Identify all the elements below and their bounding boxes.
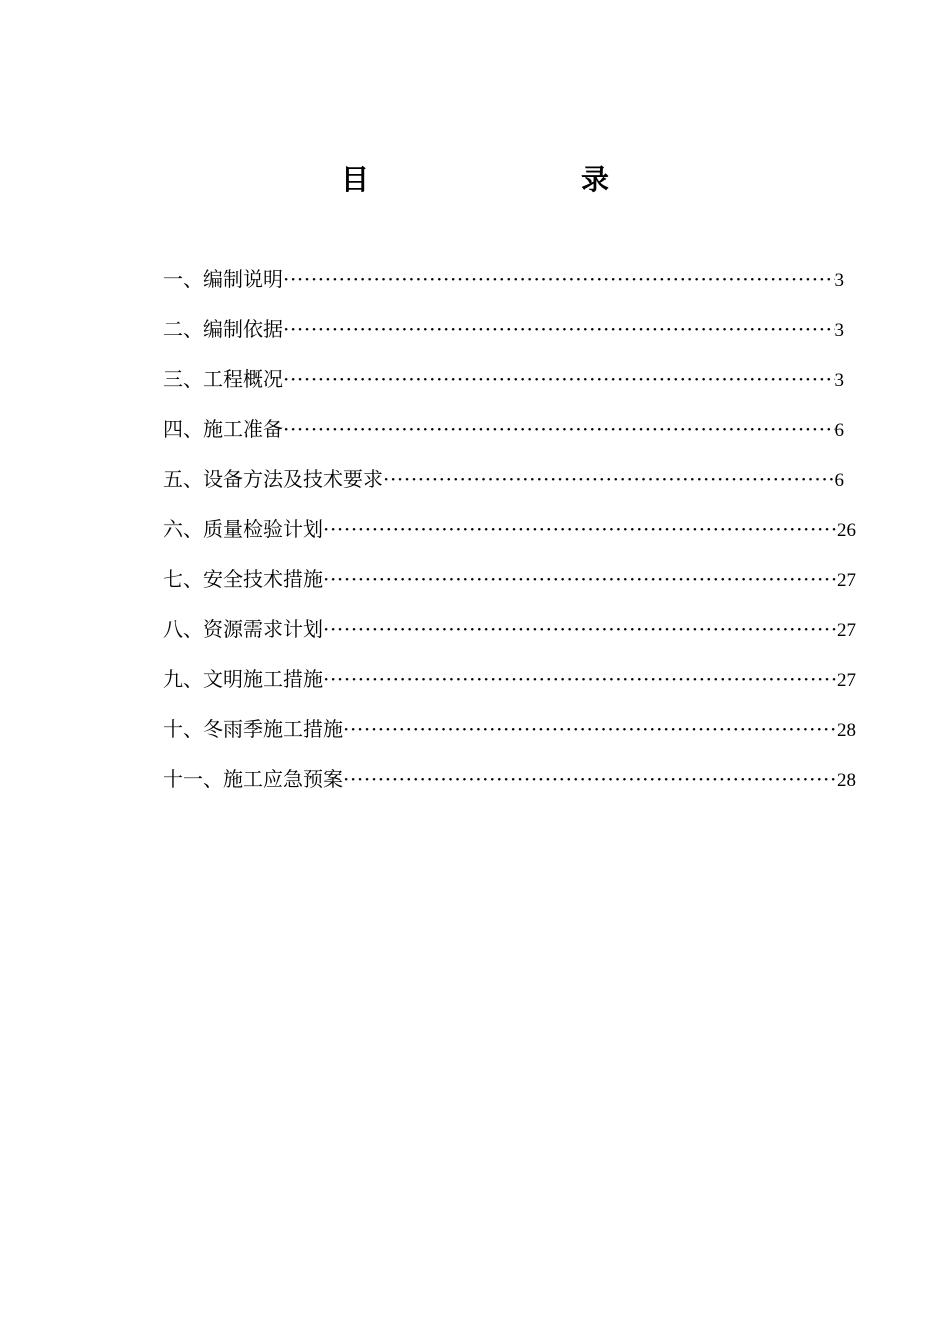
toc-entry-page: 3 bbox=[834, 270, 844, 291]
toc-dot-leader bbox=[283, 362, 835, 396]
toc-dot-leader bbox=[323, 662, 837, 696]
toc-entry-label: 一、编制说明 bbox=[163, 267, 283, 291]
toc-entry-label: 四、施工准备 bbox=[163, 417, 283, 441]
toc-entry[interactable] bbox=[163, 362, 856, 412]
toc-entry-label: 七、安全技术措施 bbox=[163, 567, 323, 591]
toc-entry-label: 二、编制依据 bbox=[163, 317, 283, 341]
toc-entry[interactable] bbox=[163, 412, 856, 462]
toc-entry-page: 28 bbox=[837, 770, 856, 791]
toc-dot-leader bbox=[323, 512, 837, 546]
toc-entry-label: 十一、施工应急预案 bbox=[163, 767, 343, 791]
toc-entry-page: 28 bbox=[837, 720, 856, 741]
toc-entry-page: 27 bbox=[837, 620, 856, 641]
toc-entry-page: 3 bbox=[834, 320, 844, 341]
toc-entry-page: 26 bbox=[837, 520, 856, 541]
toc-dot-leader bbox=[283, 312, 835, 346]
toc-dot-leader bbox=[343, 712, 837, 746]
toc-entry[interactable] bbox=[163, 562, 856, 612]
toc-entry[interactable] bbox=[163, 512, 856, 562]
toc-dot-leader bbox=[283, 412, 835, 446]
toc-dot-leader bbox=[323, 562, 837, 596]
toc-dot-leader bbox=[283, 262, 835, 296]
toc-entry[interactable] bbox=[163, 712, 856, 762]
toc-dot-leader bbox=[383, 462, 835, 496]
toc-entry-page: 3 bbox=[834, 370, 844, 391]
toc-entry-label: 九、文明施工措施 bbox=[163, 667, 323, 691]
toc-entry-page: 6 bbox=[834, 420, 844, 441]
toc-dot-leader bbox=[343, 762, 837, 796]
toc-entry-label: 八、资源需求计划 bbox=[163, 617, 323, 641]
toc-entry-label: 三、工程概况 bbox=[163, 367, 283, 391]
toc-entry-label: 六、质量检验计划 bbox=[163, 517, 323, 541]
toc-entry[interactable] bbox=[163, 612, 856, 662]
toc-entry-page: 27 bbox=[837, 670, 856, 691]
toc-dot-leader bbox=[323, 612, 837, 646]
page-title: 目 录 bbox=[340, 163, 661, 196]
toc-entry[interactable] bbox=[163, 312, 856, 362]
toc-entry[interactable] bbox=[163, 462, 856, 512]
toc-entry-page: 27 bbox=[837, 570, 856, 591]
toc-entry-page: 6 bbox=[834, 470, 844, 491]
toc-entry-label: 十、冬雨季施工措施 bbox=[163, 717, 343, 741]
table-of-contents bbox=[163, 262, 856, 812]
toc-entry[interactable] bbox=[163, 262, 856, 312]
toc-entry-label: 五、设备方法及技术要求 bbox=[163, 467, 383, 491]
toc-entry[interactable] bbox=[163, 762, 856, 812]
toc-entry[interactable] bbox=[163, 662, 856, 712]
